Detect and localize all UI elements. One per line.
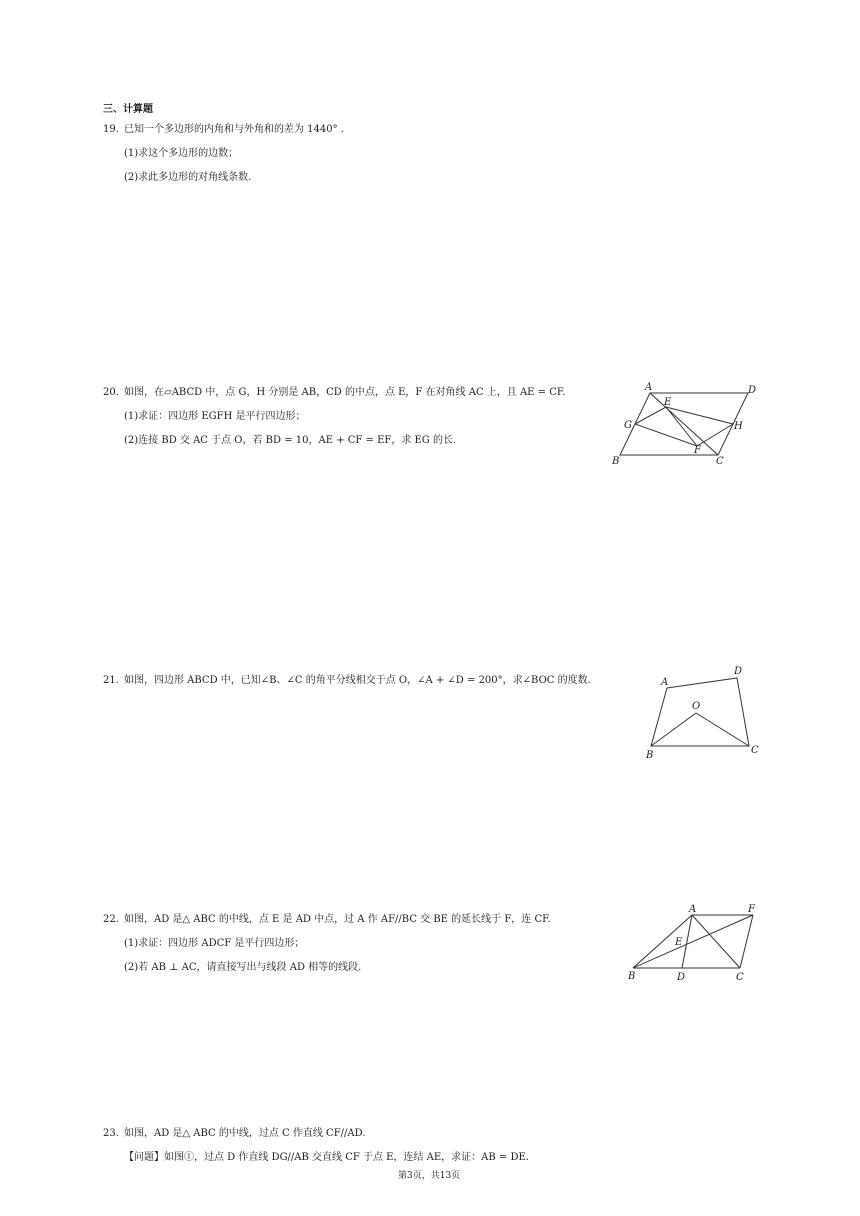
q21-bisector-co — [696, 713, 749, 746]
q22-label-a: A — [689, 904, 697, 915]
q22-label-f: F — [748, 904, 755, 915]
q22-label-b: B — [628, 971, 636, 982]
q22-label-c: C — [736, 972, 744, 983]
q20-label-h: H — [734, 421, 743, 432]
q22-label-d: D — [677, 972, 686, 983]
q22-part-2: (2)若 AB ⊥ AC，请直接写出与线段 AD 相等的线段. — [124, 962, 362, 973]
q19-stem: 已知一个多边形的内角和与外角和的差为 1440° . — [124, 124, 344, 135]
q20-label-g: G — [624, 420, 632, 431]
q23-number: 23. — [103, 1128, 119, 1139]
q20-diagonal-ac — [650, 393, 718, 455]
q21-label-o: O — [692, 701, 701, 712]
q20-part-1: (1)求证：四边形 EGFH 是平行四边形； — [124, 411, 306, 422]
q22-segment-bf — [633, 915, 753, 968]
q23-problem: 【问题】如图①，过点 D 作直线 DG//AB 交直线 CF 于点 E，连结 AE，求证：AB = DE. — [124, 1152, 529, 1163]
q22-label-e: E — [675, 937, 683, 948]
q20-label-d: D — [748, 385, 757, 396]
q21-label-a: A — [661, 677, 669, 688]
q20-number: 20. — [103, 387, 119, 398]
q22-segment-ac — [692, 915, 740, 968]
q19-part-1: (1)求这个多边形的边数； — [124, 148, 239, 159]
q21-stem: 如图，四边形 ABCD 中，已知∠B、∠C 的角平分线相交于点 O，∠A + ∠D = 200°，求∠BOC 的度数. — [124, 675, 591, 686]
q20-parallelogram-figure — [600, 375, 770, 470]
q20-label-c: C — [716, 456, 724, 467]
q23-stem: 如图，AD 是△ ABC 的中线，过点 C 作直线 CF//AD. — [124, 1128, 366, 1139]
q21-label-b: B — [646, 750, 654, 761]
q20-label-b: B — [612, 456, 620, 467]
q20-label-a: A — [645, 382, 653, 393]
q20-part-2: (2)连接 BD 交 AC 于点 O，若 BD = 10，AE + CF = EF，求 EG 的长. — [124, 435, 457, 446]
q20-label-f: F — [694, 445, 701, 456]
q21-label-d: D — [734, 666, 743, 677]
q19-number: 19. — [103, 124, 119, 135]
q22-part-1: (1)求证：四边形 ADCF 是平行四边形； — [124, 938, 305, 949]
section-title: 三、计算题 — [103, 104, 153, 115]
q20-quadrilateral-egfh — [635, 407, 733, 446]
q21-number: 21. — [103, 675, 119, 686]
q22-figure — [622, 900, 767, 985]
page-footer: 第3页，共13页 — [398, 1171, 461, 1181]
q20-label-e: E — [664, 397, 672, 408]
q20-stem: 如图，在▱ABCD 中，点 G，H 分别是 AB，CD 的中点，点 E，F 在对角线 AC 上，且 AE = CF. — [124, 387, 566, 398]
q21-label-c: C — [751, 745, 759, 756]
q22-number: 22. — [103, 914, 119, 925]
q22-stem: 如图，AD 是△ ABC 的中线，点 E 是 AD 中点，过 A 作 AF//BC 交 BE 的延长线于 F，连 CF. — [124, 914, 551, 925]
q19-part-2: (2)求此多边形的对角线条数. — [124, 172, 252, 183]
q22-segment-cf — [740, 915, 753, 968]
q21-bisector-bo — [651, 713, 696, 746]
q21-quadrilateral-figure — [635, 660, 770, 765]
